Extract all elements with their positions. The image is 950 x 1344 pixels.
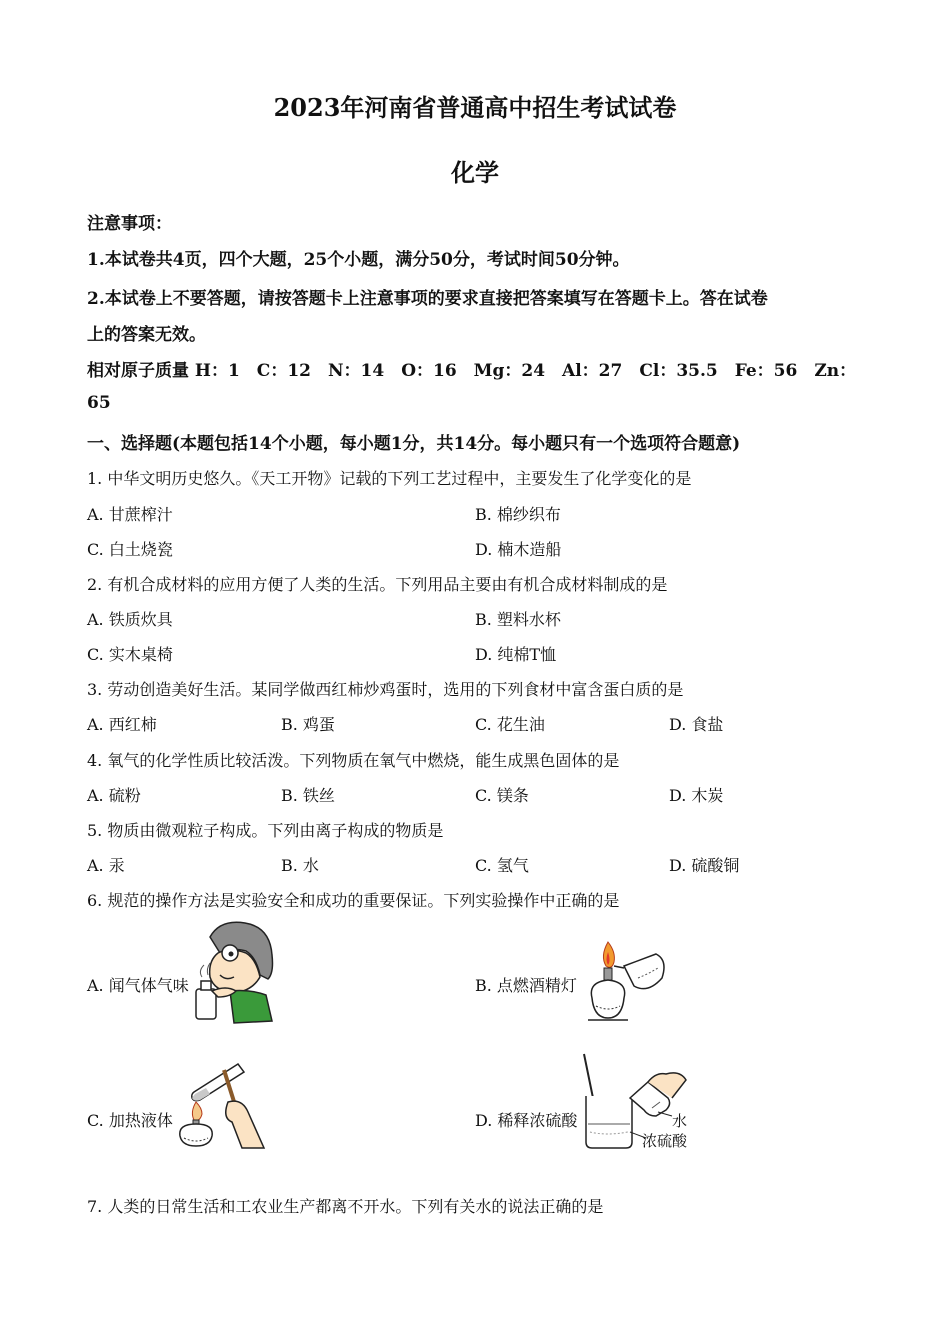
question-7-stem: 7. 人类的日常生活和工农业生产都离不开水。下列有关水的说法正确的是 — [87, 1197, 604, 1216]
section-1-heading: 一、选择题(本题包括14个小题，每小题1分，共14分。每小题只有一个选项符合题意) — [87, 434, 741, 454]
question-3-stem: 3. 劳动创造美好生活。某同学做西红柿炒鸡蛋时，选用的下列食材中富含蛋白质的是 — [87, 680, 684, 699]
question-2-stem: 2. 有机合成材料的应用方便了人类的生活。下列用品主要由有机合成材料制成的是 — [87, 575, 668, 594]
question-3-option-b: B. 鸡蛋 — [281, 715, 335, 734]
tilted-lamp-shape — [624, 954, 664, 989]
question-2-option-d: D. 纯棉T恤 — [475, 645, 557, 664]
water-label: 水 — [672, 1112, 688, 1130]
gas-bottle-shape — [196, 989, 216, 1019]
question-6-option-d: D. 稀释浓硫酸 — [475, 1111, 578, 1130]
question-5-option-d: D. 硫酸铜 — [669, 856, 740, 875]
alcohol-lamp-shape — [591, 980, 624, 1018]
question-1-option-c: C. 白土烧瓷 — [87, 540, 173, 559]
flame-shape — [603, 942, 614, 967]
notice-heading: 注意事项： — [87, 214, 172, 234]
question-5-option-b: B. 水 — [281, 856, 319, 875]
exam-title: 2023年河南省普通高中招生考试试卷 — [273, 93, 677, 122]
lamp-shape — [180, 1124, 212, 1146]
question-2-option-a: A. 铁质炊具 — [87, 610, 173, 629]
question-1-option-a: A. 甘蔗榨汁 — [87, 505, 173, 524]
question-3-option-a: A. 西红柿 — [87, 715, 157, 734]
question-6-option-a: A. 闻气体气味 — [87, 976, 189, 995]
question-6-option-b: B. 点燃酒精灯 — [475, 976, 577, 995]
atomic-mass-line-cont: 65 — [87, 393, 111, 413]
question-3-option-c: C. 花生油 — [475, 715, 545, 734]
question-2-option-b: B. 塑料水杯 — [475, 610, 561, 629]
question-4-option-a: A. 硫粉 — [87, 786, 141, 805]
shirt-shape — [230, 991, 272, 1024]
question-5-option-c: C. 氢气 — [475, 856, 529, 875]
subject-title: 化学 — [451, 158, 499, 187]
question-1-option-b: B. 棉纱织布 — [475, 505, 561, 524]
question-3-option-d: D. 食盐 — [669, 715, 724, 734]
heat-liquid-illustration — [172, 1058, 267, 1150]
question-4-option-d: D. 木炭 — [669, 786, 724, 805]
question-5-stem: 5. 物质由微观粒子构成。下列由离子构成的物质是 — [87, 821, 444, 840]
notice-item-2: 2.本试卷上不要答题，请按答题卡上注意事项的要求直接把答案填写在答题卡上。答在试卷 — [87, 289, 768, 309]
question-5-option-a: A. 汞 — [87, 856, 125, 875]
question-1-option-d: D. 楠木造船 — [475, 540, 562, 559]
smell-gas-illustration — [190, 917, 290, 1025]
question-4-stem: 4. 氧气的化学性质比较活泼。下列物质在氧气中燃烧，能生成黑色固体的是 — [87, 751, 620, 770]
atomic-mass-line: 相对原子质量 H：1 C：12 N：14 O：16 Mg：24 Al：27 Cl：35.5 Fe：56 Zn： — [87, 361, 857, 381]
beaker-shape — [586, 1096, 632, 1148]
light-alcohol-lamp-illustration — [578, 938, 670, 1028]
question-6-option-c: C. 加热液体 — [87, 1111, 173, 1130]
hand-shape — [226, 1101, 264, 1148]
question-2-option-c: C. 实木桌椅 — [87, 645, 173, 664]
question-4-option-b: B. 铁丝 — [281, 786, 335, 805]
notice-item-1: 1.本试卷共4页，四个大题，25个小题，满分50分，考试时间50分钟。 — [87, 250, 630, 270]
conc-acid-label: 浓硫酸 — [642, 1132, 688, 1150]
question-1-stem: 1. 中华文明历史悠久。《天工开物》记载的下列工艺过程中，主要发生了化学变化的是 — [87, 469, 692, 488]
question-4-option-c: C. 镁条 — [475, 786, 529, 805]
question-6-stem: 6. 规范的操作方法是实验安全和成功的重要保证。下列实验操作中正确的是 — [87, 891, 620, 910]
notice-item-2-cont: 上的答案无效。 — [87, 325, 206, 345]
